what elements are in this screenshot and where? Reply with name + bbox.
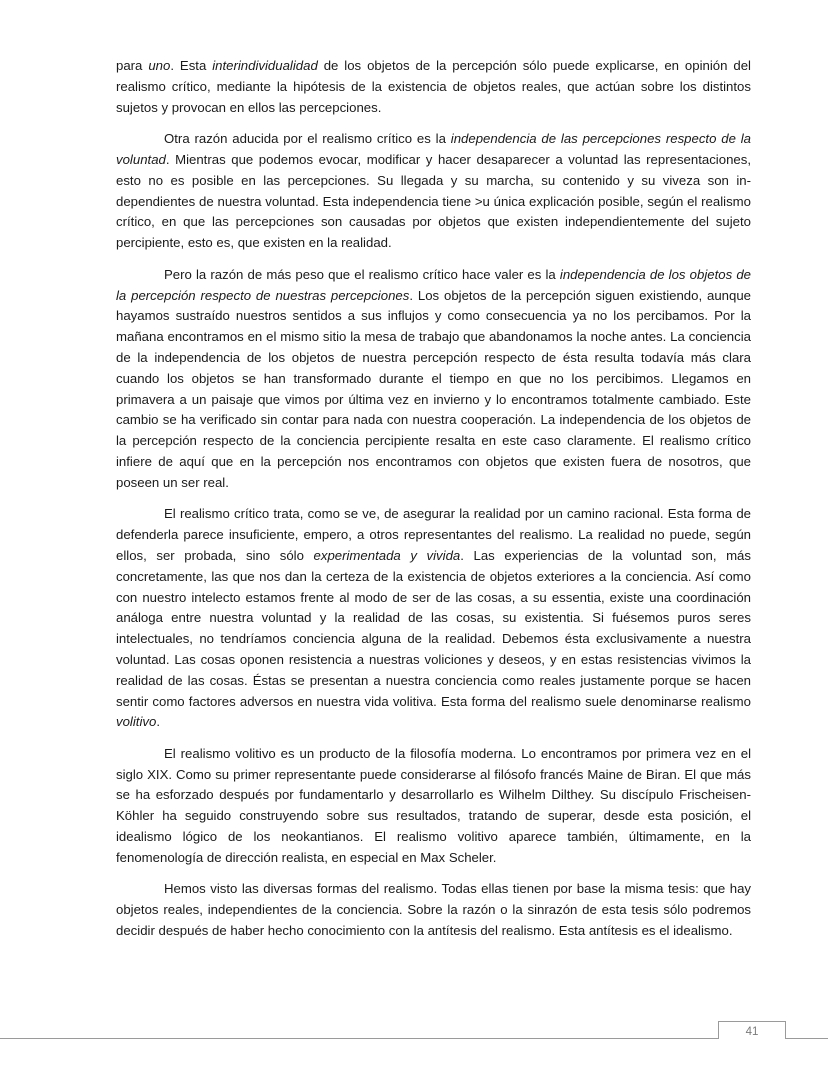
text-run: . — [156, 714, 160, 730]
text-run: . Esta — [170, 58, 213, 73]
text-run: Pero la razón de más peso que el realismo crítico hace valer es la — [164, 266, 560, 282]
text-run: El realismo crítico trata, como se ve, de asegurar la realidad por un camino racional. Esta forma de defenderla parece insuficiente, empero, a otros representantes del realismo. La realidad no puede, según ellos, ser probada, sino sólo — [116, 506, 751, 563]
text-run: . Los objetos de la percepción siguen existiendo, aunque hayamos sustraído nuestros sentidos a sus influjos y como consecuencia ya no los percibamos. Por la mañana encontramos en el mismo sitio la mesa de trabajo que abandonamos la noche antes. La conciencia de la independencia de los objetos de nuestra percepción respecto de ésta resulta todavía más clara cuando los objetos se han transformado durante el tiempo en que no los percibimos. Llegamos en primavera a un paisaje que vimos por última vez en invierno y lo encontramos totalmente cambiado. Este cambio se ha verificado sin contar para nada con nuestra cooperación. La independencia de los objetos de la percepción respecto de la conciencia percipiente resalta en este caso claramente. El realismo crítico infiere de aquí que en la percepción nos encontramos con objetos que existen fuera de nosotros, que poseen un ser real. — [116, 287, 752, 490]
paragraph-4 — [116, 504, 751, 733]
paragraph-2 — [116, 129, 751, 254]
paragraph-5 — [116, 744, 751, 869]
text-run: Hemos visto las diversas formas del realismo. Todas ellas tienen por base la misma tesis: que hay objetos reales, independientes de la conciencia. Sobre la razón o la sinrazón de esta tesis sólo podremos decidir después de haber hecho conocimiento con la antítesis del realismo. Esta antítesis es el idealismo. — [116, 881, 751, 939]
italic-run: volitivo — [116, 714, 157, 730]
text-run: Otra razón aducida por el realismo crítico es la — [164, 131, 451, 147]
page-body — [116, 56, 751, 953]
footer-rule — [0, 1038, 828, 1039]
page-number: 41 — [745, 1026, 759, 1038]
italic-run: interindividualidad — [212, 58, 318, 73]
text-run: . Mientras que podemos evocar, modificar y hacer desaparecer a voluntad las representaciones, esto no es posible en las percepciones. Su llegada y su marcha, su contenido y su viveza son in-dependientes de nuestra voluntad. Esta independencia tiene >u única explicación posible, según el realismo crítico, en que las percepciones son causadas por objetos que existen independientemente del sujeto percipiente, esto es, que existen en la realidad. — [116, 151, 751, 251]
paragraph-3 — [116, 265, 751, 494]
text-run: El realismo volitivo es un producto de la filosofía moderna. Lo encontramos por primera vez en el siglo XIX. Como su primer representante puede considerarse al filósofo francés Maine de Biran. El que más se ha esforzado después por fundamentarlo y desarrollarlo es Wilhelm Dilthey. Su discípulo Frischeisen-Köhler ha seguido construyendo sobre sus resultados, tratando de superar, desde esta posición, el idealismo lógico de los neokantianos. El realismo volitivo aparece también, últimamente, en la fenomenología de dirección realista, en especial en Max Scheler. — [116, 745, 751, 865]
paragraph-1 — [116, 56, 751, 118]
italic-run: uno — [148, 58, 171, 73]
paragraph-6 — [116, 879, 751, 941]
italic-run: independencia de los objetos de la percepción respecto de nuestras percepciones — [116, 266, 752, 303]
page-number-box — [718, 1021, 786, 1039]
italic-run: independencia de las percepciones respecto de la voluntad — [116, 131, 752, 167]
italic-run: experimentada y vivida — [313, 547, 461, 563]
text-run: de los objetos de la percepción sólo puede explicarse, en opinión del realismo crítico, mediante la hipótesis de la existencia de objetos reales, que actúan sobre los distintos sujetos y provocan en ellos las percepciones. — [116, 58, 751, 115]
text-run: para — [116, 58, 149, 73]
text-run: . Las experiencias de la voluntad son, más concretamente, las que nos dan la certeza de la existencia de objetos exteriores a la conciencia. Así como con nuestro intelecto estamos frente al modo de ser de las cosas, a su essentia, existe una coordinación análoga entre nuestra voluntad y la realidad de las cosas, su existentia. Si fuésemos puros seres intelectuales, no tendríamos conciencia alguna de la realidad. Debemos ésta exclusivamente a nuestra voluntad. Las cosas oponen resistencia a nuestras voliciones y deseos, y en estas resistencias vivimos la realidad de las cosas. Éstas se presentan a nuestra conciencia como reales justamente porque se hacen sentir como factores adversos en nuestra vida volitiva. Esta forma del realismo suele denominarse realismo — [116, 547, 751, 709]
